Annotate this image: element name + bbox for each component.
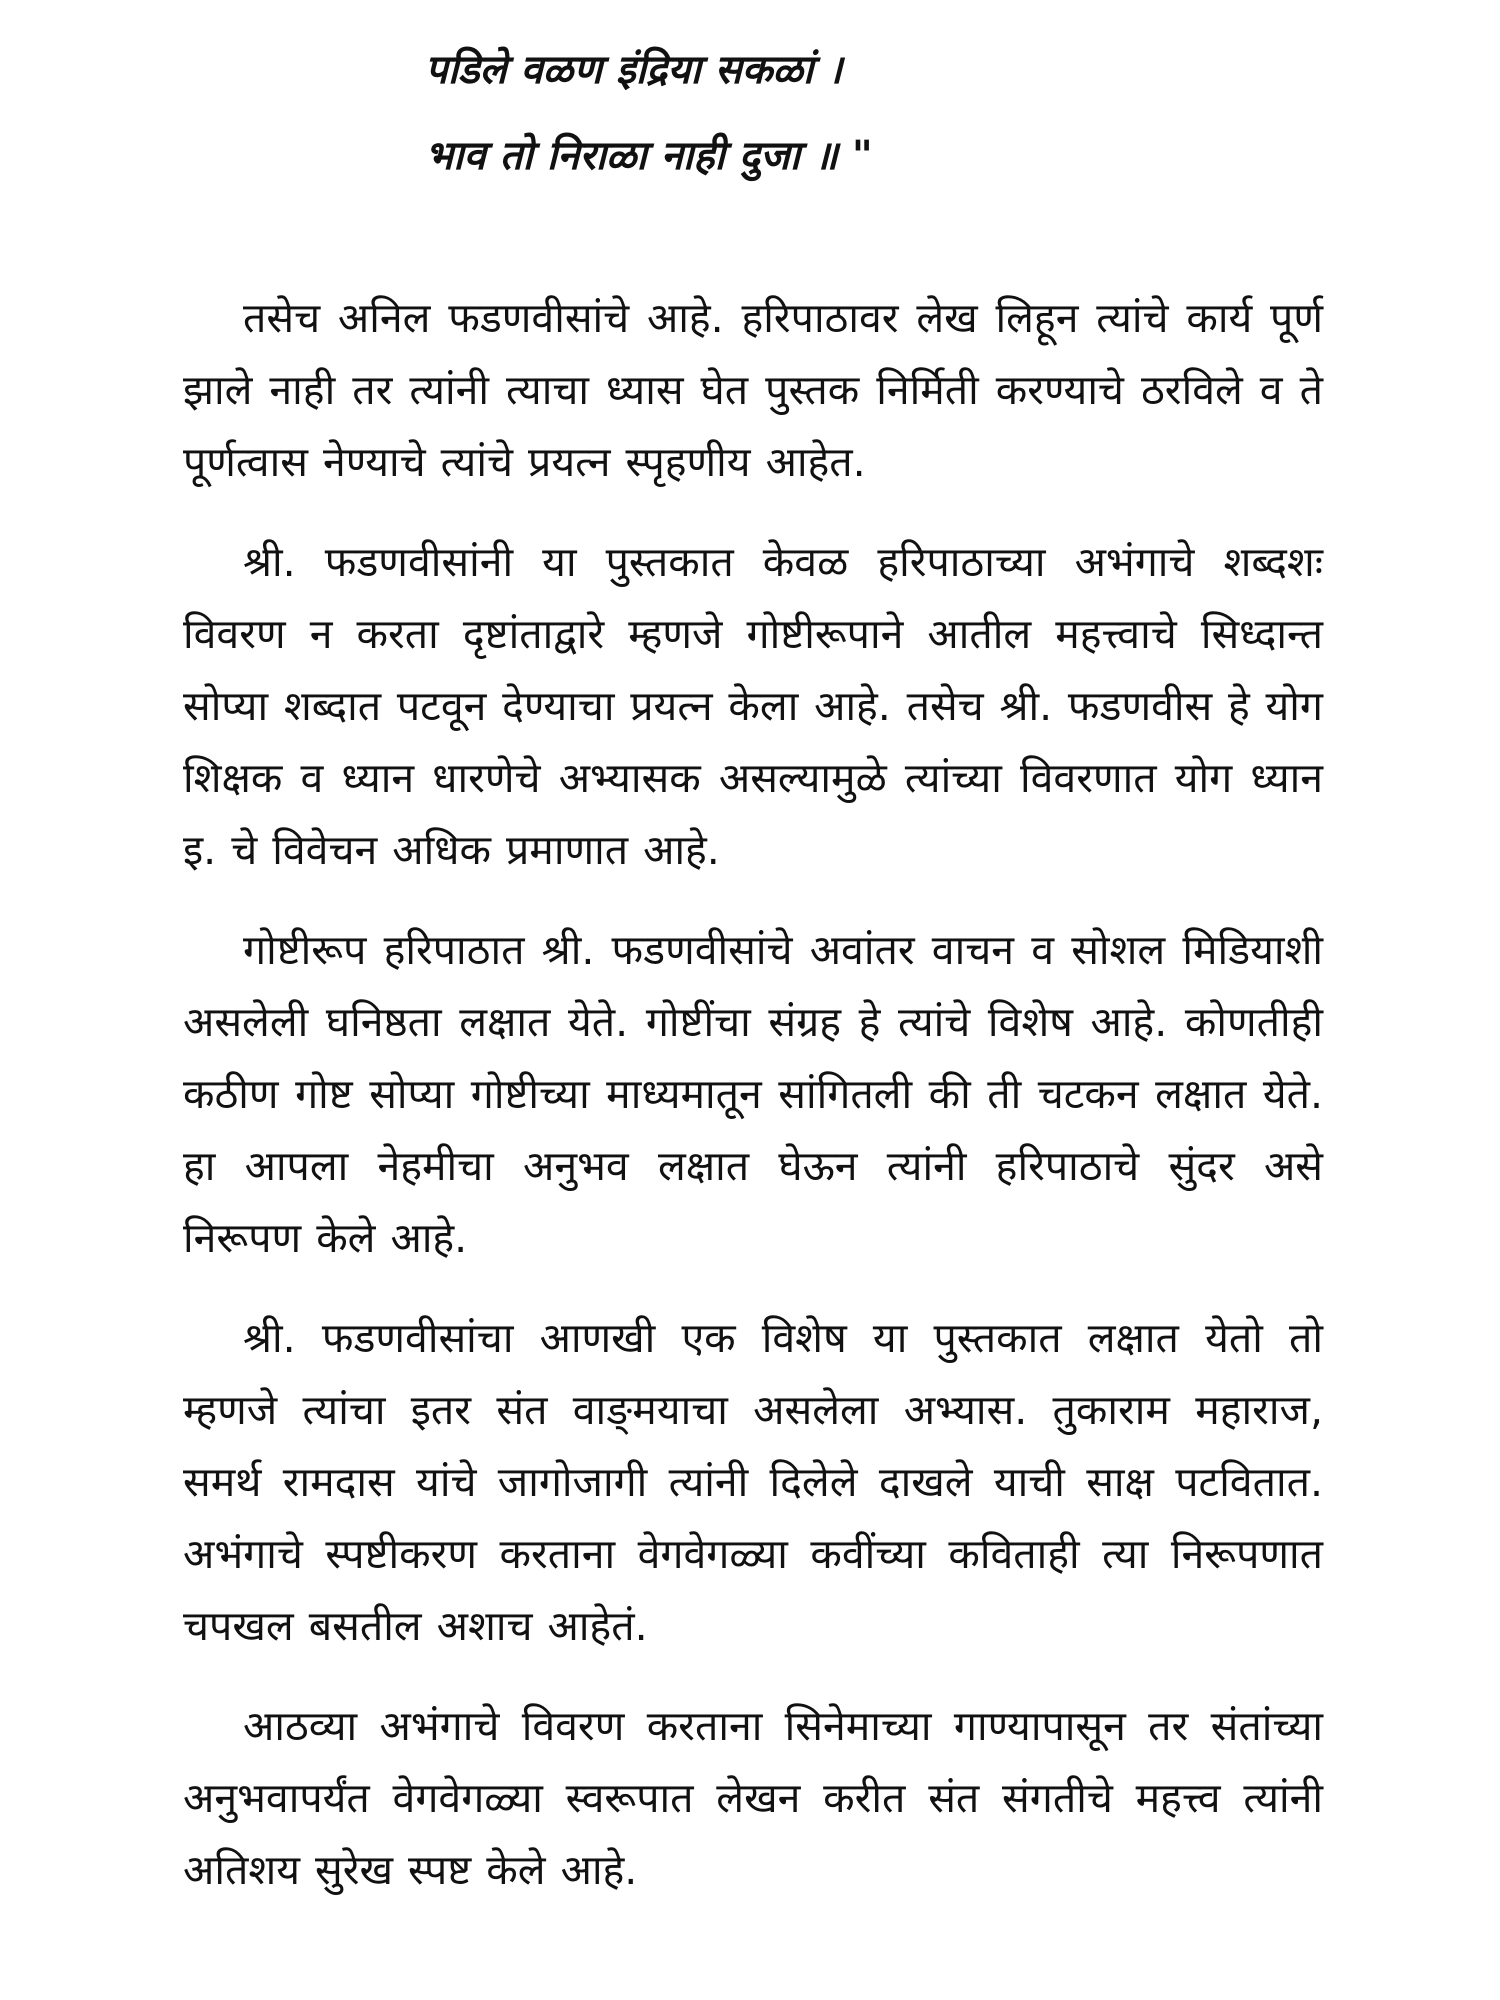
paragraph-4: श्री. फडणवीसांचा आणखी एक विशेष या पुस्तकात लक्षात येतो तो म्हणजे त्यांचा इतर संत वाङ्‌मयाचा असलेला अभ्यास. तुकाराम महाराज, समर्थ रामदास यांचे जागोजागी त्यांनी दिलेले दाखले याची साक्ष पटवितात. अभंगाचे स्पष्टीकरण करताना वेगवेगळ्या कवींच्या कविताही त्या निरूपणात चपखल बसतील अशाच आहेतं.: [183, 1314, 1323, 1650]
verse-block: [425, 40, 1125, 212]
paragraph-5: आठव्या अभंगाचे विवरण करताना सिनेमाच्या गाण्यापासून तर संतांच्या अनुभवापर्यंत वेगवेगळ्या स्वरूपात लेखन करीत संत संगतीचे महत्त्व त्यांनी अतिशय सुरेख स्पष्ट केले आहे.: [183, 1702, 1323, 1894]
verse-line-1: पडिले वळण इंद्रिया सकळां ।: [425, 47, 843, 93]
verse-line-2: भाव तो निराळा नाही दुजा ॥ ": [425, 133, 873, 179]
body-text: [183, 282, 1323, 1934]
paragraph-1: तसेच अनिल फडणवीसांचे आहे. हरिपाठावर लेख लिहून त्यांचे कार्य पूर्ण झाले नाही तर त्यांनी त्याचा ध्यास घेत पुस्तक निर्मिती करण्याचे ठरविले व ते पूर्णत्वास नेण्याचे त्यांचे प्रयत्न स्पृहणीय आहेत.: [183, 294, 1323, 486]
paragraph-2: श्री. फडणवीसांनी या पुस्तकात केवळ हरिपाठाच्या अभंगाचे शब्दशः विवरण न करता दृष्टांताद्वारे म्हणजे गोष्टीरूपाने आतील महत्त्वाचे सिध्दान्त सोप्या शब्दात पटवून देण्याचा प्रयत्न केला आहे. तसेच श्री. फडणवीस हे योग शिक्षक व ध्यान धारणेचे अभ्यासक असल्यामुळे त्यांच्या विवरणात योग ध्यान इ. चे विवेचन अधिक प्रमाणात आहे.: [183, 538, 1323, 874]
paragraph-3: गोष्टीरूप हरिपाठात श्री. फडणवीसांचे अवांतर वाचन व सोशल मिडियाशी असलेली घनिष्ठता लक्षात येते. गोष्टींचा संग्रह हे त्यांचे विशेष आहे. कोणतीही कठीण गोष्ट सोप्या गोष्टीच्या माध्यमातून सांगितली की ती चटकन लक्षात येते. हा आपला नेहमीचा अनुभव लक्षात घेऊन त्यांनी हरिपाठाचे सुंदर असे निरूपण केले आहे.: [183, 926, 1323, 1262]
